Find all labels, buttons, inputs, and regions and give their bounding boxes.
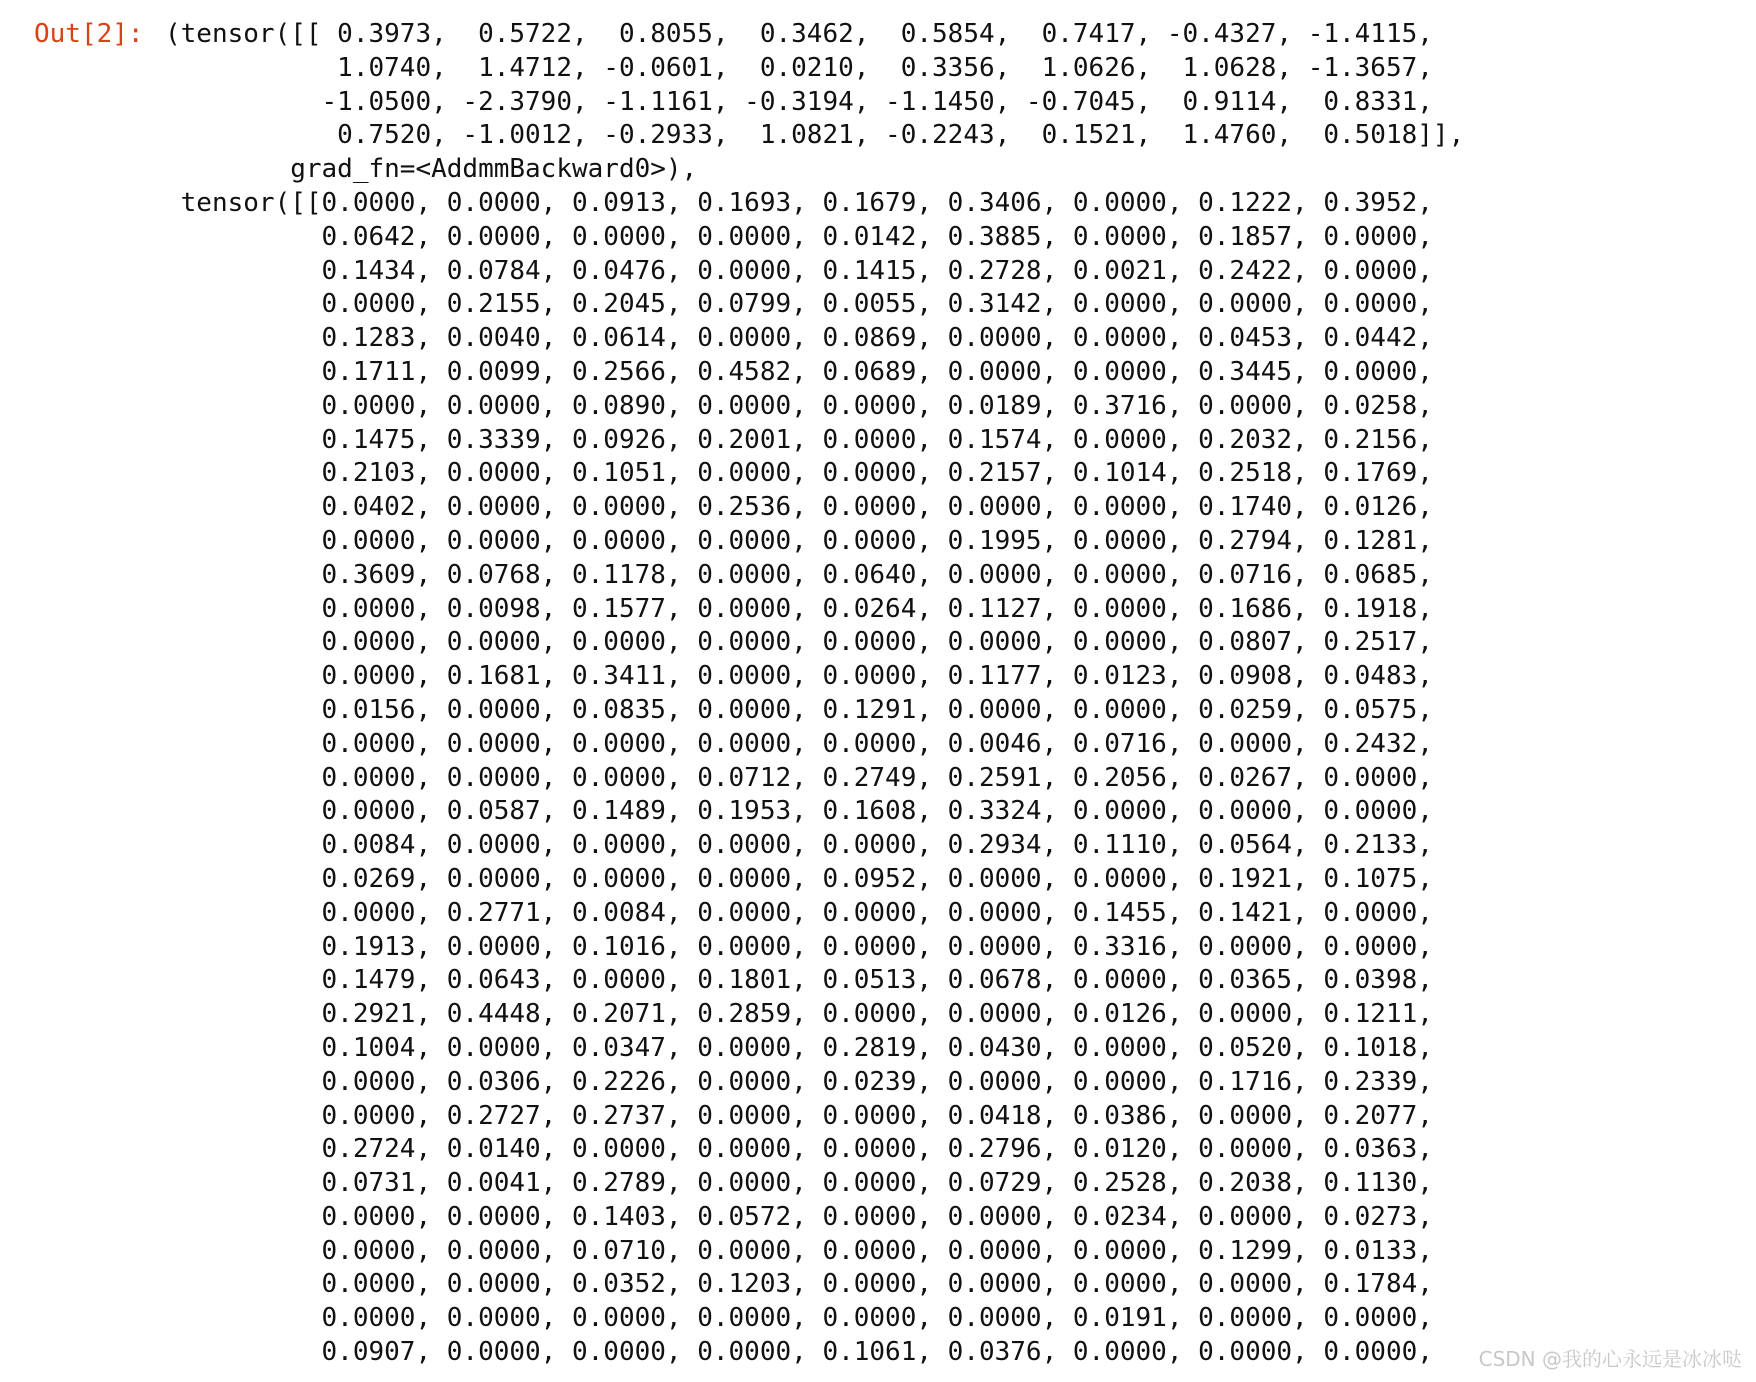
output-line: 0.0000, 0.0000, 0.0000, 0.0712, 0.2749, 0.2591, 0.2056, 0.0267, 0.0000,: [165, 762, 1433, 793]
output-line: 0.2921, 0.4448, 0.2071, 0.2859, 0.0000, 0.0000, 0.0126, 0.0000, 0.1211,: [165, 999, 1433, 1030]
output-line: 0.0000, 0.0000, 0.0890, 0.0000, 0.0000, 0.0189, 0.3716, 0.0000, 0.0258,: [165, 390, 1433, 421]
output-prompt: Out[2]:: [34, 19, 144, 49]
output-line: 1.0740, 1.4712, -0.0601, 0.0210, 0.3356, 1.0626, 1.0628, -1.3657,: [165, 52, 1433, 83]
output-line: 0.0000, 0.0000, 0.0710, 0.0000, 0.0000, 0.0000, 0.0000, 0.1299, 0.0133,: [165, 1235, 1433, 1266]
output-line: (tensor([[ 0.3973, 0.5722, 0.8055, 0.3462, 0.5854, 0.7417, -0.4327, -1.4115,: [165, 19, 1433, 49]
output-line: 0.0156, 0.0000, 0.0835, 0.0000, 0.1291, 0.0000, 0.0000, 0.0259, 0.0575,: [165, 694, 1433, 725]
output-line: 0.0000, 0.2155, 0.2045, 0.0799, 0.0055, 0.3142, 0.0000, 0.0000, 0.0000,: [165, 289, 1433, 320]
output-line: 0.0000, 0.2727, 0.2737, 0.0000, 0.0000, 0.0418, 0.0386, 0.0000, 0.2077,: [165, 1100, 1433, 1131]
output-line: 0.0000, 0.1681, 0.3411, 0.0000, 0.0000, 0.1177, 0.0123, 0.0908, 0.0483,: [165, 661, 1433, 692]
output-line: 0.0000, 0.0000, 0.0000, 0.0000, 0.0000, 0.0000, 0.0191, 0.0000, 0.0000,: [165, 1303, 1433, 1334]
output-line: 0.0000, 0.2771, 0.0084, 0.0000, 0.0000, 0.0000, 0.1455, 0.1421, 0.0000,: [165, 897, 1433, 928]
output-line: 0.3609, 0.0768, 0.1178, 0.0000, 0.0640, 0.0000, 0.0000, 0.0716, 0.0685,: [165, 559, 1433, 590]
output-line: 0.0642, 0.0000, 0.0000, 0.0000, 0.0142, 0.3885, 0.0000, 0.1857, 0.0000,: [165, 221, 1433, 252]
output-line: 0.1479, 0.0643, 0.0000, 0.1801, 0.0513, 0.0678, 0.0000, 0.0365, 0.0398,: [165, 965, 1433, 996]
output-line: -1.0500, -2.3790, -1.1161, -0.3194, -1.1450, -0.7045, 0.9114, 0.8331,: [165, 86, 1433, 117]
output-text-area: [165, 18, 1705, 1370]
output-line: 0.7520, -1.0012, -0.2933, 1.0821, -0.2243, 0.1521, 1.4760, 0.5018]],: [165, 120, 1465, 151]
output-line: 0.2103, 0.0000, 0.1051, 0.0000, 0.0000, 0.2157, 0.1014, 0.2518, 0.1769,: [165, 458, 1433, 489]
output-line: 0.0000, 0.0587, 0.1489, 0.1953, 0.1608, 0.3324, 0.0000, 0.0000, 0.0000,: [165, 796, 1433, 827]
output-line: tensor([[0.0000, 0.0000, 0.0913, 0.1693, 0.1679, 0.3406, 0.0000, 0.1222, 0.3952,: [165, 187, 1433, 218]
output-line: grad_fn=<AddmmBackward0>),: [165, 154, 698, 185]
output-line: 0.0000, 0.0000, 0.0000, 0.0000, 0.0000, 0.1995, 0.0000, 0.2794, 0.1281,: [165, 525, 1433, 556]
output-line: 0.2724, 0.0140, 0.0000, 0.0000, 0.0000, 0.2796, 0.0120, 0.0000, 0.0363,: [165, 1134, 1433, 1165]
output-line: 0.1475, 0.3339, 0.0926, 0.2001, 0.0000, 0.1574, 0.0000, 0.2032, 0.2156,: [165, 424, 1433, 455]
output-line: 0.0000, 0.0000, 0.0000, 0.0000, 0.0000, 0.0046, 0.0716, 0.0000, 0.2432,: [165, 728, 1433, 759]
output-line: 0.1434, 0.0784, 0.0476, 0.0000, 0.1415, 0.2728, 0.0021, 0.2422, 0.0000,: [165, 255, 1433, 286]
watermark: CSDN @我的心永远是冰冰哒: [1478, 1347, 1742, 1371]
output-line: 0.0000, 0.0000, 0.1403, 0.0572, 0.0000, 0.0000, 0.0234, 0.0000, 0.0273,: [165, 1201, 1433, 1232]
output-line: 0.0000, 0.0306, 0.2226, 0.0000, 0.0239, 0.0000, 0.0000, 0.1716, 0.2339,: [165, 1066, 1433, 1097]
output-line: 0.0402, 0.0000, 0.0000, 0.2536, 0.0000, 0.0000, 0.0000, 0.1740, 0.0126,: [165, 492, 1433, 523]
output-line: 0.1283, 0.0040, 0.0614, 0.0000, 0.0869, 0.0000, 0.0000, 0.0453, 0.0442,: [165, 323, 1433, 354]
output-line: 0.1711, 0.0099, 0.2566, 0.4582, 0.0689, 0.0000, 0.0000, 0.3445, 0.0000,: [165, 356, 1433, 387]
output-line: 0.0731, 0.0041, 0.2789, 0.0000, 0.0000, 0.0729, 0.2528, 0.2038, 0.1130,: [165, 1168, 1433, 1199]
output-line: 0.1913, 0.0000, 0.1016, 0.0000, 0.0000, 0.0000, 0.3316, 0.0000, 0.0000,: [165, 931, 1433, 962]
output-line: 0.0269, 0.0000, 0.0000, 0.0000, 0.0952, 0.0000, 0.0000, 0.1921, 0.1075,: [165, 863, 1433, 894]
output-line: 0.0084, 0.0000, 0.0000, 0.0000, 0.0000, 0.2934, 0.1110, 0.0564, 0.2133,: [165, 830, 1433, 861]
output-line: 0.0907, 0.0000, 0.0000, 0.0000, 0.1061, 0.0376, 0.0000, 0.0000, 0.0000,: [165, 1337, 1433, 1368]
output-line: 0.0000, 0.0098, 0.1577, 0.0000, 0.0264, 0.1127, 0.0000, 0.1686, 0.1918,: [165, 593, 1433, 624]
output-line: 0.1004, 0.0000, 0.0347, 0.0000, 0.2819, 0.0430, 0.0000, 0.0520, 0.1018,: [165, 1032, 1433, 1063]
output-line: 0.0000, 0.0000, 0.0000, 0.0000, 0.0000, 0.0000, 0.0000, 0.0807, 0.2517,: [165, 627, 1433, 658]
output-line: 0.0000, 0.0000, 0.0352, 0.1203, 0.0000, 0.0000, 0.0000, 0.0000, 0.1784,: [165, 1269, 1433, 1300]
